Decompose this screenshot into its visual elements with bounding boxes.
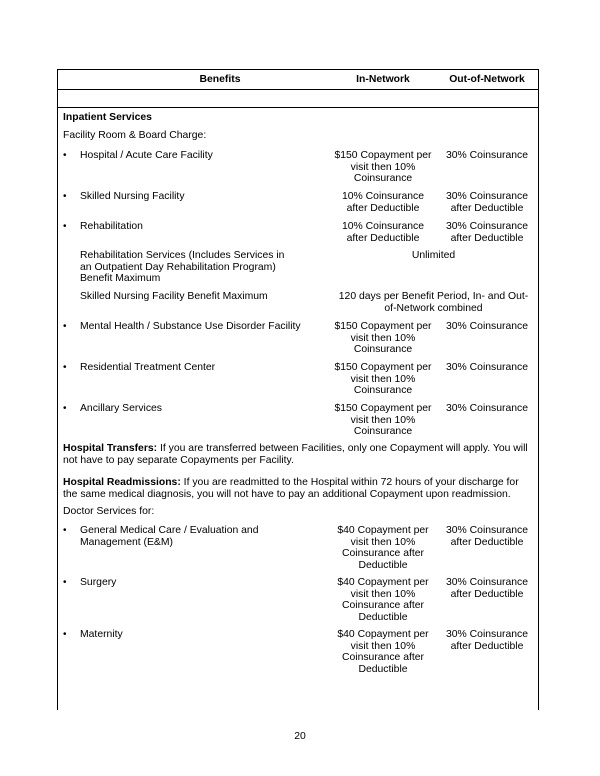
row-label-maternity: Maternity xyxy=(80,629,123,640)
row-out-residential: 30% Coinsurance xyxy=(445,362,529,373)
row-in-general-medical: $40 Copayment per visit then 10% Coinsurance after Deductible xyxy=(337,525,429,571)
table-header-row xyxy=(57,69,539,90)
bullet-icon: • xyxy=(63,150,67,161)
col-header-out-network: Out-of-Network xyxy=(449,74,525,85)
bullet-icon: • xyxy=(63,525,67,536)
hospital-transfers-text: If you are transferred between Facilities, only one Copayment will apply. You will not have to pay separate Copayments per Facility. xyxy=(63,443,528,466)
hospital-readmissions-note xyxy=(63,477,533,500)
row-label-mental-health: Mental Health / Substance Use Disorder Facility xyxy=(80,321,301,332)
row-in-residential: $150 Copayment per visit then 10% Coinsurance xyxy=(334,362,432,396)
snf-max-value: 120 days per Benefit Period, In- and Out-of-Network combined xyxy=(338,291,529,314)
page-number: 20 xyxy=(294,731,306,742)
row-out-ancillary: 30% Coinsurance xyxy=(445,403,529,414)
row-out-hospital: 30% Coinsurance xyxy=(445,150,529,161)
col-header-in-network: In-Network xyxy=(356,74,410,85)
row-label-residential: Residential Treatment Center xyxy=(80,362,216,373)
row-in-hospital: $150 Copayment per visit then 10% Coinsurance xyxy=(334,150,432,184)
bullet-icon: • xyxy=(63,577,67,588)
row-label-snf: Skilled Nursing Facility xyxy=(80,191,185,202)
row-in-rehab: 10% Coinsurance after Deductible xyxy=(341,221,425,244)
row-label-hospital: Hospital / Acute Care Facility xyxy=(80,150,213,161)
rehab-max-label: Rehabilitation Services (Includes Services in an Outpatient Day Rehabilitation Program) Benefit Maximum xyxy=(80,250,285,284)
hospital-readmissions-text: If you are readmitted to the Hospital within 72 hours of your discharge for the same medical diagnosis, you will not have to pay an additional Copayment upon readmission. xyxy=(63,477,519,500)
hospital-transfers-note xyxy=(63,443,533,466)
section-title-inpatient: Inpatient Services xyxy=(63,112,152,123)
row-label-general-medical: General Medical Care / Evaluation and Management (E&M) xyxy=(80,525,259,548)
hospital-readmissions-title: Hospital Readmissions: xyxy=(63,477,181,488)
bullet-icon: • xyxy=(63,629,67,640)
row-label-surgery: Surgery xyxy=(80,577,117,588)
row-out-surgery: 30% Coinsurance after Deductible xyxy=(445,577,529,600)
benefits-table-frame xyxy=(57,69,539,710)
row-out-rehab: 30% Coinsurance after Deductible xyxy=(445,221,529,244)
rehab-max-value: Unlimited xyxy=(411,250,456,261)
snf-max-label: Skilled Nursing Facility Benefit Maximum xyxy=(80,291,268,302)
row-in-snf: 10% Coinsurance after Deductible xyxy=(341,191,425,214)
facility-room-label: Facility Room & Board Charge: xyxy=(63,130,207,141)
row-out-snf: 30% Coinsurance after Deductible xyxy=(445,191,529,214)
bullet-icon: • xyxy=(63,362,67,373)
row-out-mental-health: 30% Coinsurance xyxy=(445,321,529,332)
row-out-general-medical: 30% Coinsurance after Deductible xyxy=(445,525,529,548)
col-header-benefits: Benefits xyxy=(199,74,241,85)
row-label-ancillary: Ancillary Services xyxy=(80,403,162,414)
row-in-ancillary: $150 Copayment per visit then 10% Coinsurance xyxy=(334,403,432,437)
row-out-maternity: 30% Coinsurance after Deductible xyxy=(445,629,529,652)
bullet-icon: • xyxy=(63,191,67,202)
hospital-transfers-title: Hospital Transfers: xyxy=(63,443,158,454)
doctor-services-label: Doctor Services for: xyxy=(63,506,155,517)
row-in-surgery: $40 Copayment per visit then 10% Coinsurance after Deductible xyxy=(337,577,429,623)
bullet-icon: • xyxy=(63,321,67,332)
bullet-icon: • xyxy=(63,221,67,232)
row-in-maternity: $40 Copayment per visit then 10% Coinsurance after Deductible xyxy=(337,629,429,675)
row-in-mental-health: $150 Copayment per visit then 10% Coinsurance xyxy=(334,321,432,355)
row-label-rehab: Rehabilitation xyxy=(80,221,143,232)
table-divider xyxy=(57,107,539,108)
bullet-icon: • xyxy=(63,403,67,414)
